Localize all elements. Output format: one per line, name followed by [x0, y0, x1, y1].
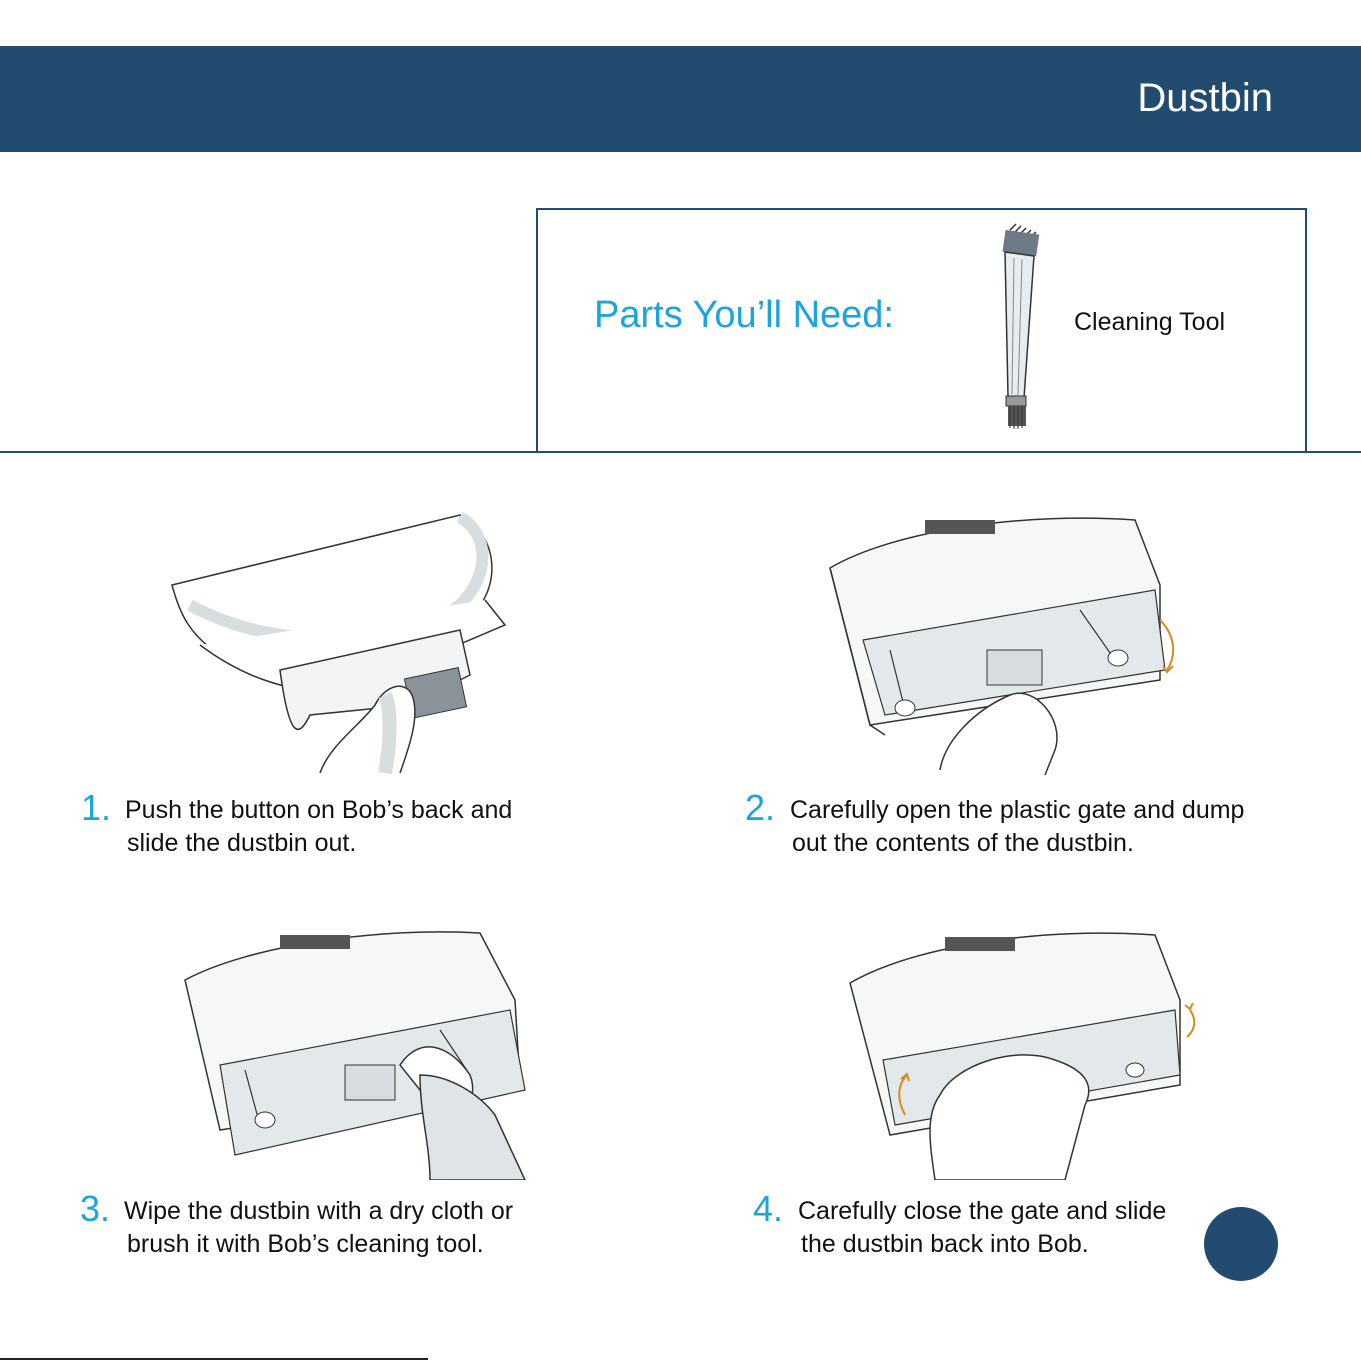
step-2-number: 2. — [745, 787, 776, 828]
step-3-number: 3. — [80, 1188, 111, 1229]
page-marker-circle — [1204, 1207, 1278, 1281]
step-4-text-line1: Carefully close the gate and slide — [798, 1197, 1167, 1225]
step-4-number: 4. — [753, 1188, 784, 1229]
step-1-text-line2: slide the dustbin out. — [127, 829, 357, 857]
cleaning-tool-icon — [990, 222, 1050, 439]
step-4-illustration — [845, 925, 1205, 1185]
step-4-text-line2: the dustbin back into Bob. — [801, 1230, 1089, 1258]
parts-item-label: Cleaning Tool — [1074, 308, 1226, 336]
parts-heading: Parts You’ll Need: — [594, 294, 894, 336]
step-2-text-line2: out the contents of the dustbin. — [792, 829, 1134, 857]
footer-rule — [0, 1358, 428, 1360]
step-1-illustration — [160, 505, 520, 780]
step-2-illustration — [825, 510, 1185, 780]
section-divider — [0, 451, 1361, 453]
step-1-number: 1. — [81, 787, 112, 828]
step-2-text-line1: Carefully open the plastic gate and dump — [790, 796, 1245, 824]
page-title: Dustbin — [1137, 76, 1273, 120]
step-3-text-line1: Wipe the dustbin with a dry cloth or — [124, 1197, 514, 1225]
step-3-text-line2: brush it with Bob’s cleaning tool. — [127, 1230, 484, 1258]
step-1-text-line1: Push the button on Bob’s back and — [125, 796, 513, 824]
step-3-illustration — [180, 925, 530, 1185]
